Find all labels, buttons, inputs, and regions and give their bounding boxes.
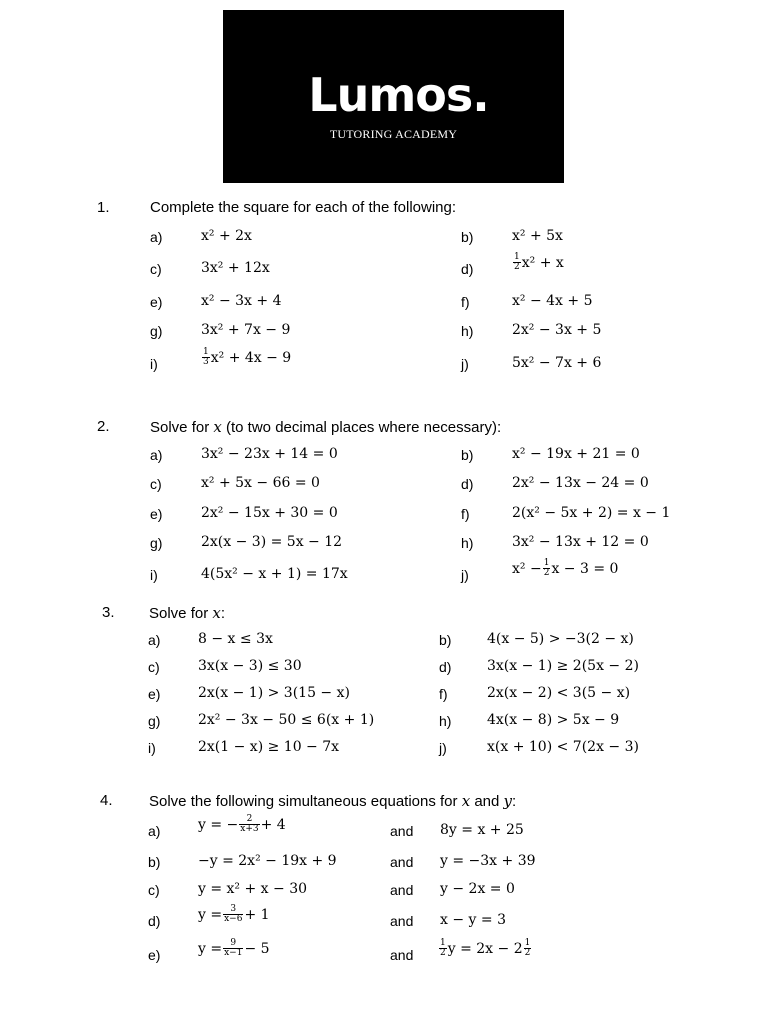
fraction: $\frac{1}{2}$ (524, 938, 531, 959)
q2-label-h: h) (461, 535, 474, 551)
q3-expr-b: 4(x − 5) > −3(2 − x) (487, 631, 634, 647)
q3-label-g: g) (148, 713, 161, 729)
q1-expr-c: 3x² + 12x (201, 260, 270, 276)
q3-label-h: h) (439, 713, 452, 729)
q2-expr-i: 4(5x² − x + 1) = 17x (201, 566, 348, 582)
q1-label-h: h) (461, 323, 474, 339)
q3-label-f: f) (439, 686, 448, 702)
q4-right-c: y − 2x = 0 (440, 881, 515, 897)
question-1-number: 1. (97, 199, 110, 216)
q1-label-d: d) (461, 261, 474, 277)
question-3-text: Solve for x: (149, 604, 226, 622)
q4-left-c: y = x² + x − 30 (198, 881, 308, 897)
q3-label-a: a) (148, 632, 161, 648)
fraction: $\frac{1}{2}$ (543, 558, 550, 579)
q4-left-b: −y = 2x² − 19x + 9 (198, 853, 337, 869)
q1-label-e: e) (150, 294, 163, 310)
q3-label-b: b) (439, 632, 452, 648)
q1-label-a: a) (150, 229, 163, 245)
q3-label-d: d) (439, 659, 452, 675)
question-1-text: Complete the square for each of the following: (150, 199, 457, 216)
fraction: $\frac{2}{x+3}$ (240, 814, 259, 835)
q2-label-j: j) (461, 567, 469, 583)
q1-label-f: f) (461, 294, 470, 310)
q2-label-f: f) (461, 506, 470, 522)
q4-right-a: 8y = x + 25 (440, 822, 524, 838)
q4-and-d: and (390, 913, 414, 929)
q1-expr-f: x² − 4x + 5 (512, 293, 593, 309)
question-4-text: Solve the following simultaneous equations for x and y: (149, 792, 517, 810)
fraction: $\frac{1}{2}$ (514, 252, 520, 273)
q2-label-a: a) (150, 447, 163, 463)
q3-label-c: c) (148, 659, 160, 675)
question-4-number: 4. (100, 792, 113, 809)
q3-expr-e: 2x(x − 1) > 3(15 − x) (198, 685, 350, 701)
q2-label-c: c) (150, 476, 162, 492)
q2-label-e: e) (150, 506, 163, 522)
q2-expr-g: 2x(x − 3) = 5x − 12 (201, 534, 343, 550)
logo-subtitle: TUTORING ACADEMY (329, 127, 458, 141)
q3-expr-g: 2x² − 3x − 50 ≤ 6(x + 1) (198, 712, 375, 728)
lumos-logo (223, 10, 564, 183)
q2-expr-h: 3x² − 13x + 12 = 0 (512, 534, 649, 550)
q3-expr-c: 3x(x − 3) ≤ 30 (198, 658, 302, 674)
q4-left-e: y = $\frac{9}{x-1}$ − 5 (198, 938, 270, 959)
q1-expr-e: x² − 3x + 4 (201, 293, 282, 309)
q2-expr-a: 3x² − 23x + 14 = 0 (201, 446, 338, 462)
q1-label-g: g) (150, 323, 163, 339)
q3-label-e: e) (148, 686, 161, 702)
q4-and-c: and (390, 882, 414, 898)
q4-left-d: y = $\frac{3}{x-6}$ + 1 (198, 904, 270, 925)
q2-expr-e: 2x² − 15x + 30 = 0 (201, 505, 338, 521)
q1-expr-i: $\frac{1}{3}$ x² + 4x − 9 (203, 347, 292, 368)
fraction: $\frac{9}{x-1}$ (224, 938, 243, 959)
q2-label-i: i) (150, 567, 158, 583)
q2-expr-b: x² − 19x + 21 = 0 (512, 446, 640, 462)
q3-label-j: j) (439, 740, 447, 756)
question-2-number: 2. (97, 418, 110, 435)
logo-wordmark: Lumos. (308, 68, 489, 122)
q3-expr-f: 2x(x − 2) < 3(5 − x) (487, 685, 631, 701)
q4-label-d: d) (148, 913, 161, 929)
q4-label-c: c) (148, 882, 160, 898)
q4-and-a: and (390, 823, 414, 839)
q2-expr-f: 2(x² − 5x + 2) = x − 1 (512, 505, 671, 521)
fraction: $\frac{3}{x-6}$ (224, 904, 243, 925)
q2-expr-j: x² − $\frac{1}{2}$ x − 3 = 0 (512, 558, 619, 579)
q4-right-d: x − y = 3 (440, 912, 506, 928)
q2-label-b: b) (461, 447, 474, 463)
q4-label-a: a) (148, 823, 161, 839)
q1-label-b: b) (461, 229, 474, 245)
question-2-text: Solve for x (to two decimal places where necessary): (150, 418, 502, 436)
q1-expr-d: $\frac{1}{2}$ x² + x (514, 252, 564, 273)
q1-expr-j: 5x² − 7x + 6 (512, 355, 602, 371)
question-3-number: 3. (102, 604, 115, 621)
fraction: $\frac{1}{3}$ (203, 347, 209, 368)
q4-and-b: and (390, 854, 414, 870)
q4-label-e: e) (148, 947, 161, 963)
q1-expr-g: 3x² + 7x − 9 (201, 322, 291, 338)
q2-expr-c: x² + 5x − 66 = 0 (201, 475, 320, 491)
q1-expr-h: 2x² − 3x + 5 (512, 322, 602, 338)
q4-left-a: y = − $\frac{2}{x+3}$ + 4 (198, 814, 286, 835)
q3-expr-a: 8 − x ≤ 3x (198, 631, 273, 647)
q1-label-j: j) (461, 356, 469, 372)
q4-right-b: y = −3x + 39 (440, 853, 536, 869)
q3-expr-h: 4x(x − 8) > 5x − 9 (487, 712, 620, 728)
q4-right-e: $\frac{1}{2}$ y = 2x − 2 $\frac{1}{2}$ (440, 938, 531, 959)
q1-label-c: c) (150, 261, 162, 277)
q1-expr-a: x² + 2x (201, 228, 252, 244)
q3-expr-j: x(x + 10) < 7(2x − 3) (487, 739, 639, 755)
q3-expr-i: 2x(1 − x) ≥ 10 − 7x (198, 739, 340, 755)
fraction: $\frac{1}{2}$ (440, 938, 446, 959)
q1-label-i: i) (150, 356, 158, 372)
q2-label-d: d) (461, 476, 474, 492)
q3-expr-d: 3x(x − 1) ≥ 2(5x − 2) (487, 658, 639, 674)
q2-expr-d: 2x² − 13x − 24 = 0 (512, 475, 649, 491)
q2-label-g: g) (150, 535, 163, 551)
q4-label-b: b) (148, 854, 161, 870)
q4-and-e: and (390, 947, 414, 963)
q1-expr-b: x² + 5x (512, 228, 563, 244)
q3-label-i: i) (148, 740, 156, 756)
